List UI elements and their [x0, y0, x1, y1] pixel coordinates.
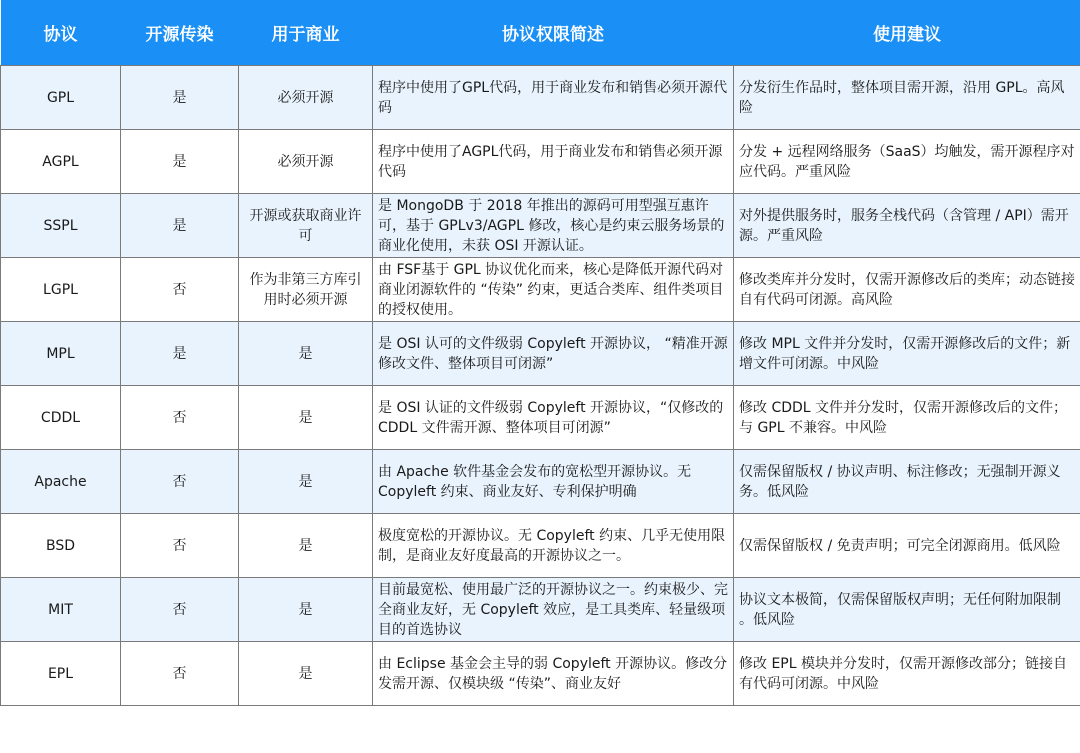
cell-summary: 由 Apache 软件基金会发布的宽松型开源协议。无 Copyleft 约束、商业友好、专利保护明确: [373, 450, 734, 514]
cell-advice: 分发 + 远程网络服务（SaaS）均触发，需开源程序对应代码。严重风险: [734, 130, 1080, 194]
cell-commercial: 是: [239, 514, 373, 578]
cell-contagious: 否: [121, 450, 239, 514]
cell-commercial: 必须开源: [239, 66, 373, 130]
cell-contagious: 否: [121, 642, 239, 706]
cell-summary: 是 OSI 认证的文件级弱 Copyleft 开源协议，“仅修改的 CDDL 文件需开源、整体项目可闭源”: [373, 386, 734, 450]
cell-summary: 程序中使用了AGPL代码，用于商业发布和销售必须开源代码: [373, 130, 734, 194]
cell-advice: 仅需保留版权 / 免责声明；可完全闭源商用。低风险: [734, 514, 1080, 578]
table-row: [1, 514, 1080, 578]
table-body: [1, 66, 1080, 706]
table-row: [1, 66, 1080, 130]
cell-license: MIT: [1, 578, 121, 642]
cell-advice: 修改 CDDL 文件并分发时，仅需开源修改后的文件；与 GPL 不兼容。中风险: [734, 386, 1080, 450]
cell-summary: 极度宽松的开源协议。无 Copyleft 约束、几乎无使用限制，是商业友好度最高的开源协议之一。: [373, 514, 734, 578]
cell-advice: 修改 MPL 文件并分发时，仅需开源修改后的文件；新增文件可闭源。中风险: [734, 322, 1080, 386]
cell-advice: 对外提供服务时，服务全栈代码（含管理 / API）需开源。严重风险: [734, 194, 1080, 258]
cell-commercial: 是: [239, 450, 373, 514]
cell-summary: 程序中使用了GPL代码，用于商业发布和销售必须开源代码: [373, 66, 734, 130]
cell-advice: 分发衍生作品时，整体项目需开源，沿用 GPL。高风险: [734, 66, 1080, 130]
header-row: [1, 0, 1080, 66]
header-commercial: 用于商业: [239, 0, 373, 66]
header-license: 协议: [1, 0, 121, 66]
cell-contagious: 是: [121, 194, 239, 258]
cell-contagious: 是: [121, 322, 239, 386]
cell-commercial: 必须开源: [239, 130, 373, 194]
cell-summary: 由 Eclipse 基金会主导的弱 Copyleft 开源协议。修改分发需开源、仅模块级 “传染”、商业友好: [373, 642, 734, 706]
cell-commercial: 是: [239, 578, 373, 642]
table-row: [1, 386, 1080, 450]
cell-contagious: 是: [121, 66, 239, 130]
table-row: [1, 258, 1080, 322]
cell-commercial: 是: [239, 322, 373, 386]
table-row: [1, 642, 1080, 706]
header-summary: 协议权限简述: [373, 0, 734, 66]
cell-advice: 仅需保留版权 / 协议声明、标注修改；无强制开源义务。低风险: [734, 450, 1080, 514]
cell-summary: 目前最宽松、使用最广泛的开源协议之一。约束极少、完全商业友好，无 Copyleft 效应，是工具类库、轻量级项目的首选协议: [373, 578, 734, 642]
cell-license: SSPL: [1, 194, 121, 258]
header-advice: 使用建议: [734, 0, 1080, 66]
cell-summary: 是 OSI 认可的文件级弱 Copyleft 开源协议， “精准开源修改文件、整体项目可闭源”: [373, 322, 734, 386]
cell-contagious: 是: [121, 130, 239, 194]
cell-contagious: 否: [121, 258, 239, 322]
cell-license: BSD: [1, 514, 121, 578]
cell-contagious: 否: [121, 514, 239, 578]
cell-advice: 协议文本极简，仅需保留版权声明；无任何附加限制 。低风险: [734, 578, 1080, 642]
cell-commercial: 作为非第三方库引用时必须开源: [239, 258, 373, 322]
cell-license: MPL: [1, 322, 121, 386]
cell-license: EPL: [1, 642, 121, 706]
cell-license: GPL: [1, 66, 121, 130]
cell-summary: 由 FSF基于 GPL 协议优化而来，核心是降低开源代码对商业闭源软件的 “传染” 约束，更适合类库、组件类项目的授权使用。: [373, 258, 734, 322]
cell-commercial: 是: [239, 642, 373, 706]
table-row: [1, 450, 1080, 514]
cell-summary: 是 MongoDB 于 2018 年推出的源码可用型强互惠许可，基于 GPLv3/AGPL 修改，核心是约束云服务场景的商业化使用，未获 OSI 开源认证。: [373, 194, 734, 258]
cell-advice: 修改 EPL 模块并分发时，仅需开源修改部分；链接自有代码可闭源。中风险: [734, 642, 1080, 706]
cell-license: CDDL: [1, 386, 121, 450]
table-row: [1, 578, 1080, 642]
header-contagious: 开源传染: [121, 0, 239, 66]
cell-commercial: 开源或获取商业许可: [239, 194, 373, 258]
cell-contagious: 否: [121, 386, 239, 450]
cell-contagious: 否: [121, 578, 239, 642]
table-row: [1, 130, 1080, 194]
table-row: [1, 322, 1080, 386]
table-row: [1, 194, 1080, 258]
cell-license: Apache: [1, 450, 121, 514]
cell-advice: 修改类库并分发时，仅需开源修改后的类库；动态链接自有代码可闭源。高风险: [734, 258, 1080, 322]
cell-license: AGPL: [1, 130, 121, 194]
cell-license: LGPL: [1, 258, 121, 322]
cell-commercial: 是: [239, 386, 373, 450]
